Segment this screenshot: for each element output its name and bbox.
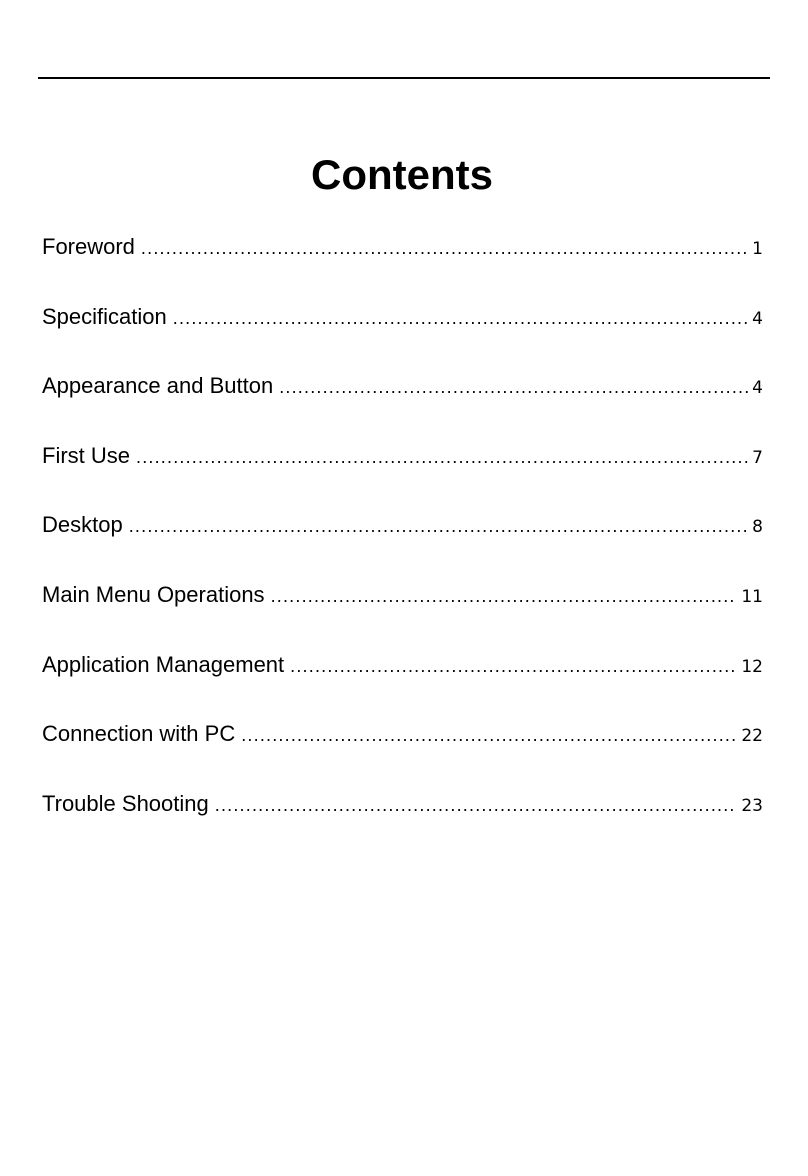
toc-entry-title: Main Menu Operations — [42, 581, 265, 607]
toc-entry-title: Foreword — [42, 234, 135, 259]
toc-entry-desktop[interactable] — [42, 510, 763, 580]
toc-entry-application-management[interactable] — [42, 650, 763, 720]
page-title: Contents — [311, 151, 493, 198]
toc-page-number: 8 — [752, 517, 763, 538]
toc-dot-leader — [241, 720, 737, 750]
toc-page-number: 4 — [752, 378, 763, 399]
toc-dot-leader — [136, 442, 748, 472]
toc-page-number: 11 — [741, 586, 763, 607]
toc-entry-connection-with-pc[interactable] — [42, 719, 763, 789]
toc-entry-first-use[interactable] — [42, 441, 763, 511]
toc-entry-specification[interactable] — [42, 302, 763, 372]
toc-page-number: 22 — [741, 726, 763, 747]
toc-dot-leader — [271, 581, 738, 611]
toc-page-number: 1 — [752, 239, 763, 259]
toc-entry-trouble-shooting[interactable] — [42, 789, 763, 859]
toc-entry-title: Application Management — [42, 651, 285, 677]
table-of-contents — [42, 232, 763, 858]
toc-entry-title: Specification — [42, 303, 167, 329]
toc-dot-leader — [290, 651, 737, 681]
toc-entry-foreword[interactable] — [42, 232, 763, 302]
toc-page-number: 4 — [752, 308, 763, 329]
toc-entry-title: Trouble Shooting — [42, 790, 209, 816]
toc-dot-leader — [215, 790, 738, 820]
toc-entry-title: Connection with PC — [42, 721, 236, 747]
toc-entry-title: Appearance and Button — [42, 373, 274, 399]
toc-entry-main-menu-operations[interactable] — [42, 580, 763, 650]
toc-dot-leader — [129, 511, 748, 541]
toc-page-number: 12 — [741, 656, 763, 677]
toc-entry-title: Desktop — [42, 512, 123, 538]
toc-entry-title: First Use — [42, 442, 130, 468]
toc-dot-leader — [173, 303, 748, 333]
toc-entry-appearance-and-button[interactable] — [42, 371, 763, 441]
header-rule — [38, 77, 770, 79]
toc-dot-leader — [279, 372, 748, 402]
toc-page-number: 7 — [752, 447, 763, 468]
toc-dot-leader — [141, 233, 748, 263]
toc-page-number: 23 — [741, 795, 763, 816]
